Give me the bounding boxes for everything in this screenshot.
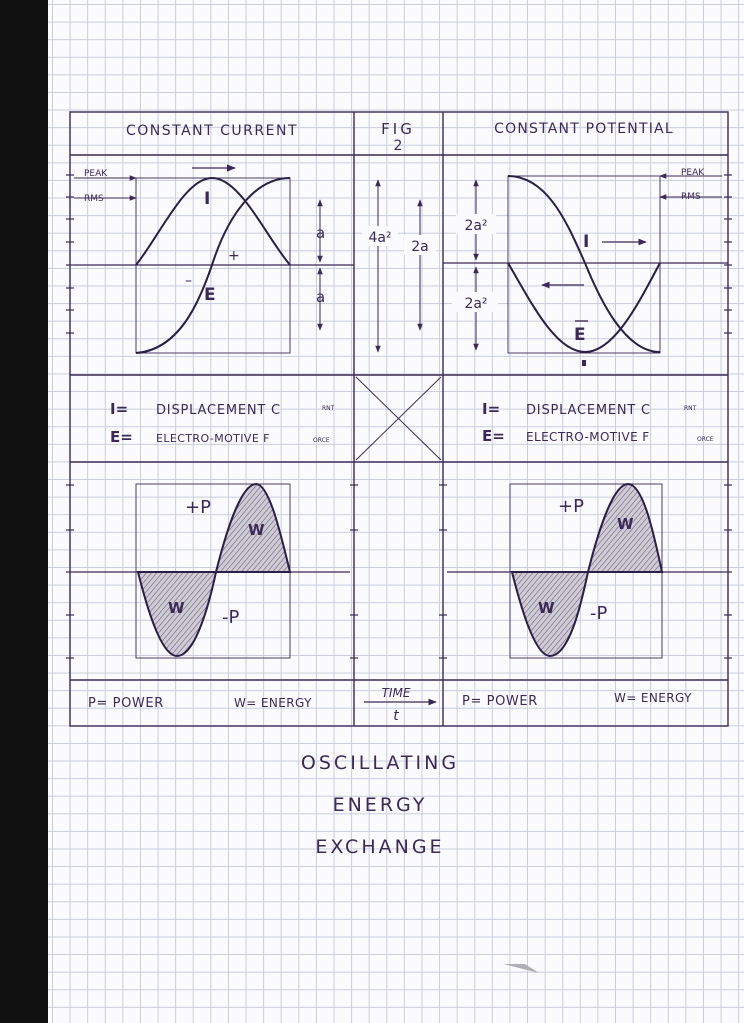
legend-right-emf: ELECTRO-MOTIVE F	[526, 430, 650, 444]
legend-right-emf-sub: ORCE	[697, 436, 714, 443]
rms-label-left: RMS	[84, 194, 104, 204]
lower-left-w-upper: W	[248, 521, 265, 539]
upper-left-panel	[74, 168, 354, 353]
header-fig-number: 2	[393, 138, 403, 154]
rms-label-right: RMS	[681, 192, 701, 202]
current-wave-left	[136, 178, 290, 265]
emf-symbol-left: E	[204, 285, 216, 305]
two-a-label: 2a	[411, 239, 429, 255]
title-oscillating: OSCILLATING	[300, 752, 460, 774]
peak-label-left: PEAK	[84, 169, 108, 179]
title-exchange: EXCHANGE	[315, 836, 445, 858]
current-symbol-right: I	[583, 232, 590, 252]
lower-left-w-lower: W	[168, 599, 185, 617]
two-a-squared-top: 2a²	[464, 218, 488, 234]
footer-right-power: P= POWER	[462, 694, 538, 709]
scale-a-top: a	[316, 224, 326, 242]
lower-right-panel	[447, 484, 724, 658]
lower-right-plus-p: +P	[558, 496, 584, 517]
legend-left-e-symbol: E=	[110, 428, 133, 446]
lower-right-w-lower: W	[538, 599, 555, 617]
four-a-squared-label: 4a²	[368, 230, 392, 246]
upper-center-panel	[378, 180, 420, 352]
legend-right-displacement: DISPLACEMENT C	[526, 403, 651, 418]
legend-right-i-symbol: I=	[482, 400, 501, 418]
emf-symbol-right: E	[574, 325, 586, 345]
lower-left-panel	[74, 484, 350, 658]
lower-left-plus-p: +P	[185, 497, 211, 518]
legend-left-displacement: DISPLACEMENT C	[156, 403, 281, 418]
footer-left-power: P= POWER	[88, 696, 164, 711]
scale-a-bottom: a	[316, 288, 326, 306]
two-a-squared-bottom: 2a²	[464, 296, 488, 312]
legend-right-displacement-sub: RNT	[684, 405, 697, 412]
header-fig-label: FIG	[381, 120, 415, 138]
lower-right-w-upper: W	[617, 515, 634, 533]
header-constant-current: CONSTANT CURRENT	[125, 123, 299, 139]
plus-sign-left: +	[228, 248, 240, 264]
legend-left-emf: ELECTRO-MOTIVE F	[156, 432, 270, 445]
legend-left-emf-sub: ORCE	[313, 437, 330, 444]
footer-time-symbol: t	[393, 708, 399, 724]
current-symbol-left: I	[204, 189, 211, 209]
legend-left-i-symbol: I=	[110, 400, 129, 418]
footer-time-label: TIME	[381, 686, 411, 700]
footer-left-energy: W= ENERGY	[234, 696, 312, 710]
lower-right-minus-p: -P	[590, 603, 608, 624]
minus-sign-left: –	[185, 273, 192, 289]
lower-left-minus-p: -P	[222, 607, 240, 628]
footer-right-energy: W= ENERGY	[614, 691, 692, 705]
legend-right-e-symbol: E=	[482, 427, 505, 445]
peak-label-right: PEAK	[681, 168, 705, 178]
legend-left-displacement-sub: RNT	[322, 405, 335, 412]
title-energy: ENERGY	[332, 794, 428, 816]
header-constant-potential: CONSTANT POTENTIAL	[494, 121, 674, 137]
